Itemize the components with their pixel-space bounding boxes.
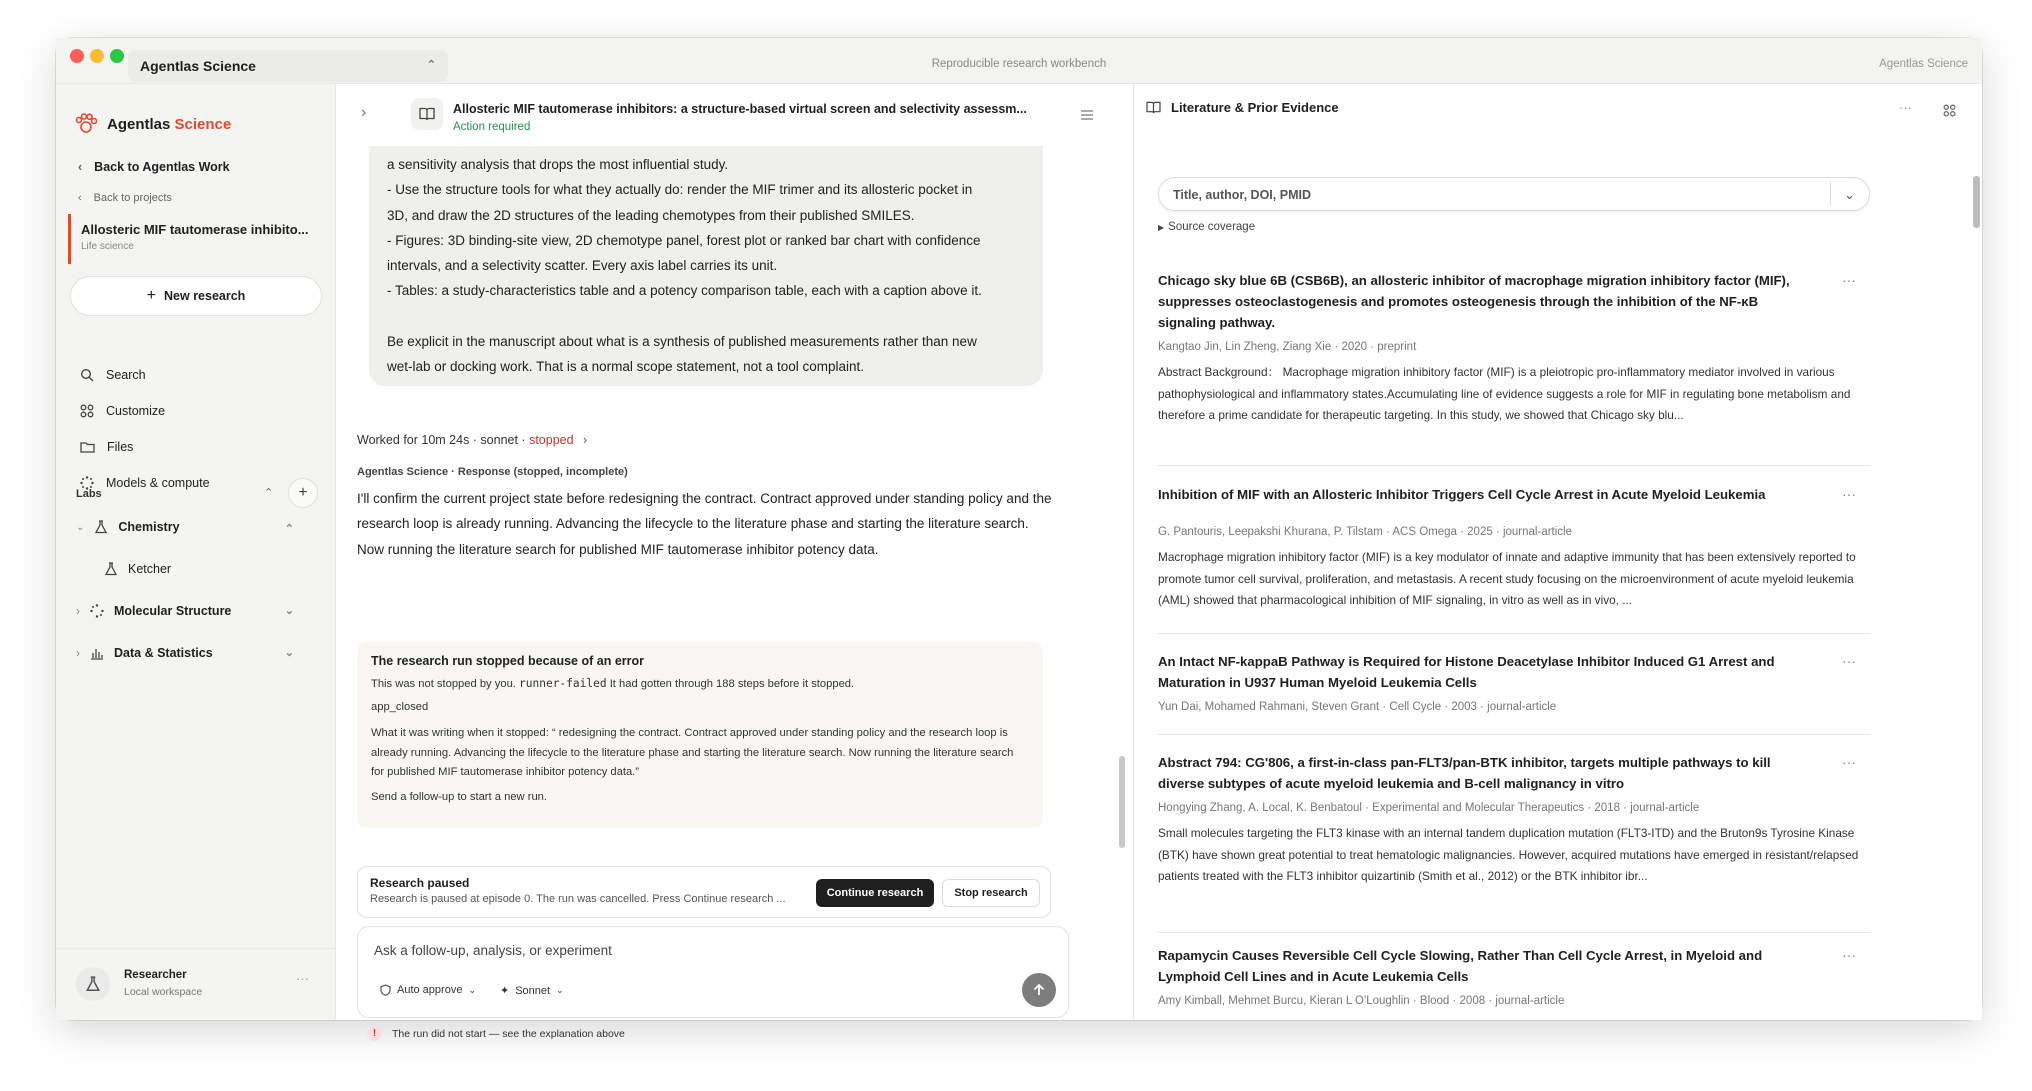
literature-title: Literature & Prior Evidence — [1171, 100, 1339, 115]
literature-scrollbar[interactable] — [1973, 176, 1980, 228]
user-message-line — [387, 304, 1025, 329]
window-brand: Agentlas Science — [1879, 58, 1968, 70]
flask-icon — [94, 520, 108, 534]
chat-panel — [337, 84, 1133, 1040]
continue-research-button[interactable]: Continue research — [816, 879, 934, 907]
molecule-icon — [90, 604, 104, 618]
current-project[interactable] — [68, 214, 326, 264]
plus-icon: + — [146, 287, 157, 304]
shield-icon — [380, 984, 391, 996]
error-code: runner-failed — [519, 677, 607, 690]
paper-card[interactable] — [1158, 270, 1870, 466]
back-to-work-label: Back to Agentlas Work — [94, 160, 230, 174]
more-icon[interactable]: ··· — [1842, 754, 1856, 770]
paused-title: Research paused — [370, 876, 470, 890]
paused-text: Research is paused at episode 0. The run was cancelled. Press Continue research ... — [370, 893, 786, 905]
run-stopped-status: stopped — [529, 433, 574, 447]
user-message-line: 3D, and draw the 2D structures of the leading chemotypes from their published SMILES. — [387, 207, 915, 223]
lab-label: Data & Statistics — [114, 646, 213, 660]
sidebar — [56, 84, 336, 1020]
paper-meta: Hongying Zhang, A. Local, K. Benbatoul · Experimental and Molecular Therapeutics · 2018 · journal-article — [1158, 802, 1700, 814]
sidebar-item-label: Customize — [106, 404, 166, 418]
paper-meta: Amy Kimball, Mehmet Burcu, Kieran L O'Loughlin · Blood · 2008 · journal-article — [1158, 995, 1565, 1007]
chevron-up-icon: ⌃ — [426, 59, 436, 71]
research-title: Allosteric MIF tautomerase inhibitors: a structure-based virtual screen and selectivity assessm... — [453, 102, 1027, 116]
paper-abstract: Macrophage migration inhibitory factor (MIF) is a key modulator of innate and adaptive immunity that has been extensively reported to promote tumor cell survival, proliferation, and metastasis. A recent study focusing on the microenvironment of acute myeloid leukemia (AML) showed that pharmacological inhibition of MIF signaling, in vitro as well as in vivo, ... — [1158, 550, 1856, 608]
response-heading: Agentlas Science · Response (stopped, incomplete) — [357, 466, 628, 478]
run-duration: Worked for 10m 24s · sonnet · — [357, 433, 530, 447]
project-subtitle: Life science — [81, 241, 134, 252]
triangle-right-icon: ▶ — [1158, 223, 1165, 232]
sparkle-icon: ✦ — [500, 985, 510, 997]
brand-science: Science — [174, 115, 232, 133]
lab-label: Ketcher — [128, 562, 172, 576]
model-selector[interactable] — [500, 984, 564, 997]
notebook-button[interactable] — [411, 98, 443, 130]
lab-label: Chemistry — [118, 520, 180, 534]
new-research-button[interactable] — [70, 276, 322, 316]
flask-icon — [85, 976, 101, 992]
source-coverage-label: Source coverage — [1168, 221, 1256, 233]
source-coverage-toggle[interactable] — [1158, 221, 1255, 233]
app-selector-label: Agentlas Science — [140, 58, 256, 74]
paper-title[interactable]: Rapamycin Causes Reversible Cell Cycle Slowing, Rather Than Cell Cycle Arrest, in Myeloid and Lymphoid Cell Lines and in Acute Leukemia Cells — [1158, 948, 1763, 984]
chevron-up-icon: ⌃ — [284, 523, 294, 535]
status-badge: Action required — [453, 121, 531, 133]
flask-icon — [104, 562, 118, 576]
add-lab-button[interactable]: + — [288, 478, 318, 508]
error-partial-output: What it was writing when it stopped: “ redesigning the contract. Contract approved under standing policy and the research loop is already running. Advancing the lifecycle to the literature phase and starting the literature search. Now running the literature search for published MIF tautomerase inhibitor potency data.” — [371, 727, 1014, 779]
brand-name: Agentlas — [107, 115, 171, 133]
more-icon[interactable]: ··· — [1842, 272, 1856, 288]
user-message — [369, 146, 1043, 386]
window-title: Reproducible research workbench — [931, 58, 1107, 70]
lab-label: Molecular Structure — [114, 604, 232, 618]
paper-meta: Yun Dai, Mohamed Rahmani, Steven Grant · Cell Cycle · 2003 · journal-article — [1158, 701, 1557, 713]
user-message-line: - Tables: a study-characteristics table and a potency comparison table, each with a caption above it. — [387, 283, 982, 299]
more-icon[interactable]: ··· — [1842, 947, 1856, 963]
sidebar-item-label: Search — [106, 368, 146, 382]
back-to-work-link[interactable] — [78, 160, 230, 174]
back-to-projects-label: Back to projects — [93, 192, 172, 204]
user-name: Researcher — [124, 969, 187, 981]
paper-title[interactable]: Abstract 794: CG'806, a first-in-class pan-FLT3/pan-BTK inhibitor, targets multiple pathways to kill diverse subtypes of acute myeloid leukemia and B-cell malignancy in vitro — [1158, 755, 1771, 791]
error-followup-hint: Send a follow-up to start a new run. — [371, 790, 547, 803]
user-message-line: intervals, and a selectivity scatter. Every axis label carries its unit. — [387, 258, 778, 274]
chevron-right-icon: › — [76, 646, 80, 660]
user-message-line: a sensitivity analysis that drops the most influential study. — [387, 157, 729, 172]
sidebar-item-search[interactable] — [80, 368, 146, 382]
paper-title[interactable]: Chicago sky blue 6B (CSB6B), an allosteric inhibitor of macrophage migration inhibitory factor (MIF), suppresses osteoclastogenesis and promotes osteogenesis through the inhibition of the NF-κB signaling pathway. — [1158, 273, 1790, 330]
error-steps-text: It had gotten through 188 steps before it stopped. — [609, 678, 855, 690]
user-footer[interactable] — [56, 948, 335, 1020]
run-error-line — [367, 1026, 625, 1041]
list-icon[interactable] — [1081, 110, 1093, 120]
chat-header — [337, 84, 1133, 146]
lab-data-statistics[interactable] — [76, 646, 316, 660]
lab-molecular-structure[interactable] — [76, 604, 316, 618]
chevron-right-icon: › — [583, 433, 588, 447]
back-to-projects-link[interactable] — [78, 192, 172, 204]
more-icon[interactable]: ··· — [1842, 653, 1856, 669]
run-error-text: The run did not start — see the explanation above — [392, 1027, 625, 1040]
paper-card[interactable] — [1158, 752, 1870, 933]
error-reason-text: This was not stopped by you. — [371, 678, 516, 690]
error-title: The research run stopped because of an error — [371, 654, 644, 668]
project-title: Allosteric MIF tautomerase inhibito... — [81, 222, 309, 237]
chevron-right-icon: › — [76, 604, 80, 618]
more-icon[interactable]: ··· — [1842, 486, 1856, 502]
chevron-down-icon: ⌄ — [468, 984, 476, 995]
paper-abstract: Small molecules targeting the FLT3 kinase with an internal tandem duplication mutation (FLT3-ITD) and the Bruton9s Tyrosine Kinase (BTK) have shown great potential to treat hematologic malignancies. However, acquired mutations have emerged in resistant/relapsed patients treated with the FLT3 inhibitor quizartinib (Smith et al., 2012) or the BTK inhibitor ibr... — [1158, 826, 1859, 884]
paper-card[interactable] — [1158, 945, 1870, 1029]
paper-title[interactable]: Inhibition of MIF with an Allosteric Inhibitor Triggers Cell Cycle Arrest in Acute Myeloid Leukemia — [1158, 487, 1766, 502]
book-icon — [419, 107, 435, 121]
brand-logo[interactable] — [74, 112, 231, 136]
app-window — [56, 38, 1982, 1040]
stop-research-button[interactable]: Stop research — [942, 879, 1040, 907]
auto-approve-toggle[interactable] — [380, 984, 476, 996]
model-label: Sonnet — [515, 984, 551, 997]
collapse-labs-icon[interactable]: ⌃ — [264, 487, 274, 499]
sidebar-item-customize[interactable] — [80, 404, 165, 418]
user-workspace: Local workspace — [124, 986, 203, 998]
arrow-up-icon — [1032, 983, 1046, 997]
user-message-line: - Use the structure tools for what they actually do: render the MIF trimer and its allosteric pocket in — [387, 182, 973, 198]
labs-heading: Labs — [76, 488, 102, 500]
paper-meta: G. Pantouris, Leepakshi Khurana, P. Tilstam · ACS Omega · 2025 · journal-article — [1158, 526, 1572, 538]
lab-chemistry[interactable] — [76, 520, 316, 534]
paused-banner — [357, 866, 1051, 918]
composer[interactable] — [357, 926, 1069, 1018]
response-text: I'll confirm the current project state before redesigning the contract. Contract approved under standing policy and the research loop is already running. Advancing the lifecycle to the literature phase and starting the literature search. Now running the literature search for published MIF tautomerase inhibitor potency data. — [357, 491, 1052, 557]
search-icon — [80, 368, 94, 382]
literature-search-input[interactable] — [1158, 177, 1870, 211]
auto-approve-label: Auto approve — [397, 984, 463, 996]
sidebar-item-label: Files — [107, 440, 134, 454]
folder-icon — [80, 440, 95, 454]
chevron-right-icon[interactable]: › — [361, 104, 367, 121]
chat-scrollbar[interactable] — [1119, 756, 1125, 848]
new-research-label: New research — [164, 289, 246, 303]
send-button[interactable] — [1022, 973, 1056, 1007]
literature-header — [1146, 100, 1339, 115]
grid-icon[interactable] — [1943, 104, 1956, 117]
user-message-line: - Figures: 3D binding-site view, 2D chemotype panel, forest plot or ranked bar chart with confidence — [387, 232, 981, 248]
paper-meta: Kangtao Jin, Lin Zheng, Ziang Xie · 2020 · preprint — [1158, 341, 1417, 353]
chevron-down-icon: ⌄ — [284, 605, 294, 617]
paper-card[interactable] — [1158, 651, 1870, 735]
paper-title[interactable]: An Intact NF-kappaB Pathway is Required for Histone Deacetylase Inhibitor Induced G1 Arrest and Maturation in U937 Human Myeloid Leukemia Cells — [1158, 654, 1775, 690]
title-bar — [56, 38, 1982, 84]
sidebar-item-files[interactable] — [80, 440, 133, 454]
more-icon[interactable]: ··· — [296, 971, 309, 986]
error-icon: ! — [367, 1026, 382, 1041]
chevron-down-icon[interactable]: ⌄ — [1844, 187, 1855, 202]
composer-input[interactable]: Ask a follow-up, analysis, or experiment — [374, 943, 612, 958]
error-code-2: app_closed — [371, 701, 429, 713]
chevron-down-icon: ⌄ — [284, 647, 294, 659]
literature-search-placeholder: Title, author, DOI, PMID — [1173, 188, 1311, 202]
paper-card[interactable] — [1158, 484, 1870, 634]
chevron-down-icon: ⌄ — [556, 985, 564, 995]
chevron-left-icon: ‹ — [78, 192, 82, 204]
user-message-line: wet-lab or docking work. That is a normal scope statement, not a tool complaint. — [387, 359, 864, 375]
sidebar-item-label: Models & compute — [106, 476, 210, 490]
chevron-left-icon: ‹ — [78, 160, 83, 174]
chevron-down-icon: ⌄ — [76, 521, 85, 533]
avatar[interactable] — [76, 967, 110, 1001]
run-summary[interactable] — [357, 433, 587, 447]
error-reason — [371, 677, 1029, 690]
more-icon[interactable]: ··· — [1899, 100, 1912, 115]
divider — [1830, 182, 1831, 206]
grid-icon — [80, 404, 94, 418]
literature-panel — [1133, 84, 1982, 1020]
user-message-line: Be explicit in the manuscript about what is a synthesis of published measurements rather than new — [387, 333, 977, 349]
book-icon — [1146, 101, 1161, 114]
error-panel — [357, 642, 1043, 828]
paper-abstract: Abstract Background： Macrophage migration inhibitory factor (MIF) is a pleiotropic pro-inflammatory mediator involved in various pathophysiological and inflammatory states.Accumulating line of evidence suggests a role for MIF in regulating bone metabolism and therefore a prime candidate for therapeutic targeting. In this study, we showed that Chicago sky blu... — [1158, 365, 1851, 423]
bar-chart-icon — [90, 646, 104, 660]
lab-ketcher[interactable] — [104, 562, 171, 576]
paw-logo-icon — [74, 112, 98, 136]
